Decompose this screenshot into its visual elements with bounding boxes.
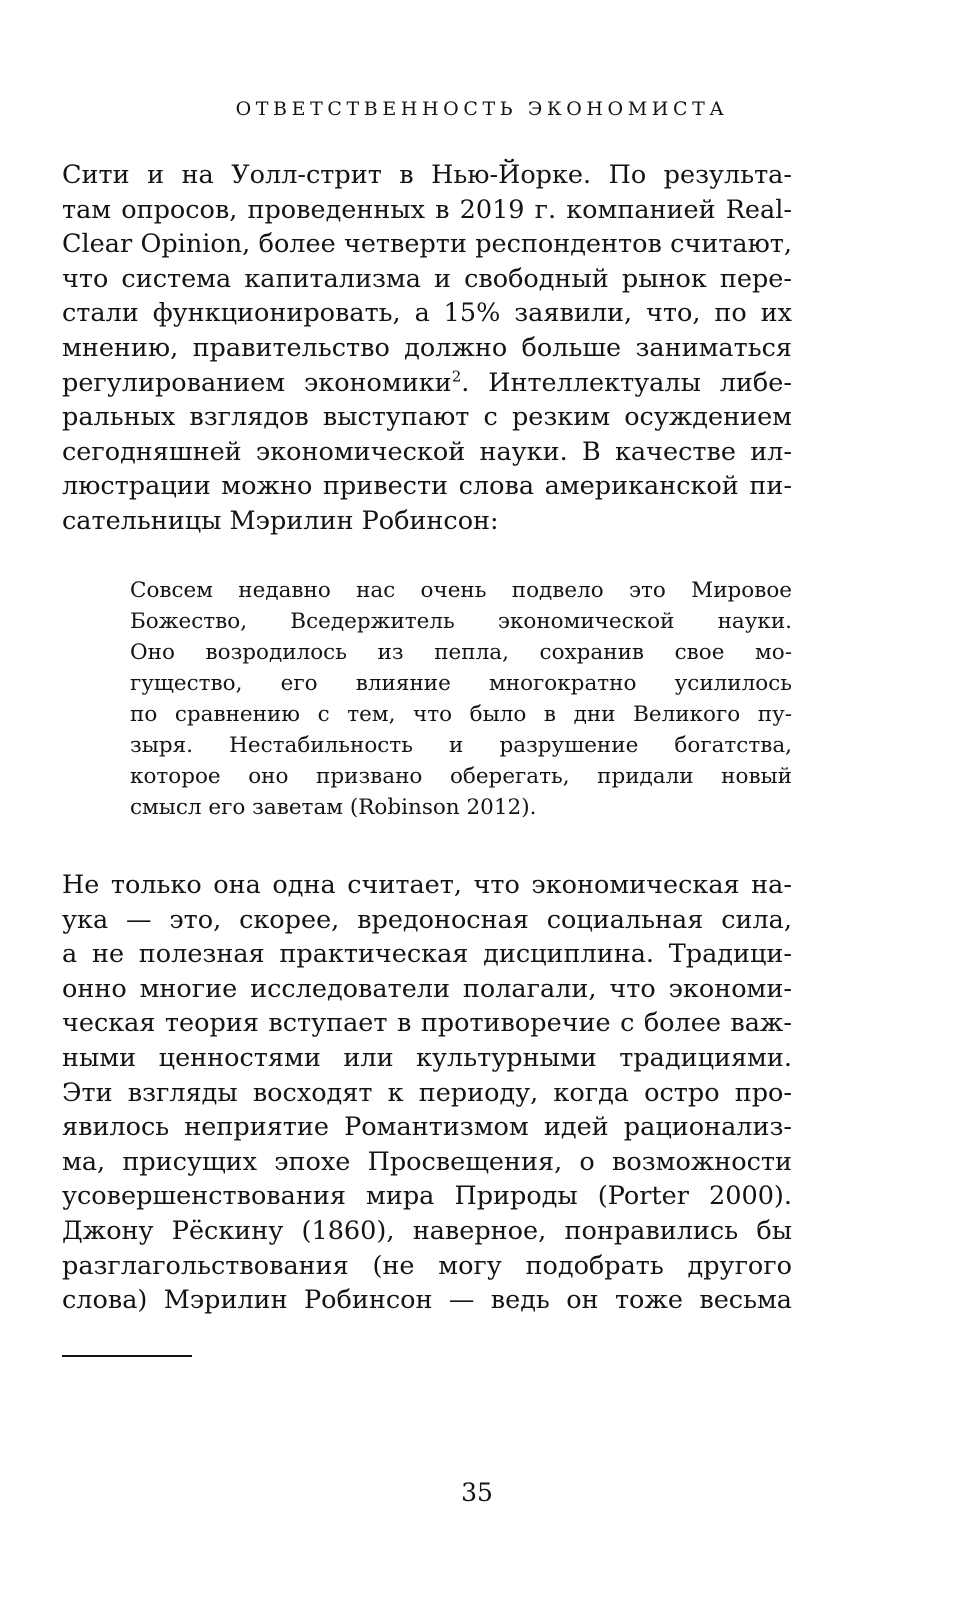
text-line: ческая теория вступает в противоречие с более важ- [62, 1008, 792, 1039]
text-line: сательницы Мэрилин Робинсон: [62, 505, 499, 536]
text-line: ука — это, скорее, вредоносная социальная сила, [62, 904, 792, 935]
text-line: а не полезная практическая дисциплина. Традици- [62, 939, 792, 970]
quote-line: гущество, его влияние многократно усилилось [130, 671, 792, 696]
running-head: ОТВЕТСТВЕННОСТЬ ЭКОНОМИСТА [235, 98, 729, 120]
text-line: ными ценностями или культурными традициями. [62, 1042, 792, 1073]
text-fragment: регулированием экономики [62, 367, 452, 398]
text-line: там опросов, проведенных в 2019 г. компанией Real- [62, 194, 792, 225]
text-line: Clear Opinion, более четверти респондентов считают, [62, 229, 792, 260]
block-quote [130, 575, 792, 823]
text-line: Эти взгляды восходят к периоду, когда остро про- [62, 1077, 792, 1108]
text-line: разглагольствования (не могу подобрать другого [62, 1250, 792, 1281]
text-line: усовершенствования мира Природы (Porter 2000). [62, 1181, 792, 1212]
footnote-marker: 2 [451, 367, 462, 386]
text-line: онно многие исследователи полагали, что экономи- [62, 973, 792, 1004]
paragraph-2 [62, 868, 792, 1318]
text-line: явилось неприятие Романтизмом идей рационализ- [62, 1112, 792, 1143]
text-line-with-footnote [62, 366, 792, 401]
page-number: 35 [461, 1478, 493, 1507]
paragraph-1 [62, 158, 792, 539]
text-line: Джону Рёскину (1860), наверное, понравились бы [62, 1215, 792, 1246]
quote-line: по сравнению с тем, что было в дни Великого пу- [130, 702, 792, 727]
text-line: слова) Мэрилин Робинсон — ведь он тоже весьма [62, 1285, 792, 1316]
text-line: сегодняшней экономической науки. В качестве ил- [62, 436, 792, 467]
text-line: стали функционировать, а 15% заявили, что, по их [62, 298, 792, 329]
text-line: ма, присущих эпохе Просвещения, о возможности [62, 1146, 792, 1177]
quote-line: зыря. Нестабильность и разрушение богатства, [130, 733, 792, 758]
text-fragment: . Интеллектуалы либе- [461, 367, 792, 398]
text-line: люстрации можно привести слова американской пи- [62, 471, 792, 502]
quote-line: Божество, Вседержитель экономической науки. [130, 609, 792, 634]
quote-line: которое оно призвано оберегать, придали новый [130, 764, 792, 789]
text-line: ральных взглядов выступают с резким осуждением [62, 402, 792, 433]
quote-line: Совсем недавно нас очень подвело это Мировое [130, 578, 792, 603]
footnote-divider [62, 1355, 192, 1357]
text-line: Сити и на Уолл-стрит в Нью-Йорке. По результа- [62, 160, 792, 190]
text-line: мнению, правительство должно больше заниматься [62, 332, 792, 363]
text-line: Не только она одна считает, что экономическая на- [62, 870, 792, 900]
text-line: что система капитализма и свободный рынок пере- [62, 263, 792, 294]
quote-line: смысл его заветам (Robinson 2012). [130, 795, 537, 820]
quote-line: Оно возродилось из пепла, сохранив свое мо- [130, 640, 792, 665]
